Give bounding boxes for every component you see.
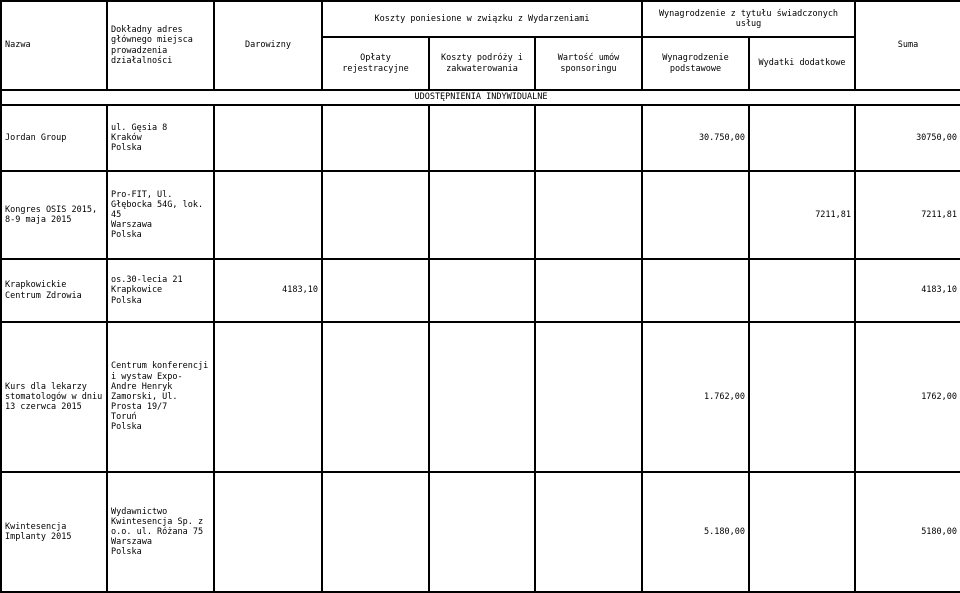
row-base-fee (642, 259, 749, 322)
row-base-fee (642, 171, 749, 259)
row-name: Krapkowickie Centrum Zdrowia (1, 259, 107, 322)
row-sponsorship (535, 322, 642, 472)
row-additional (749, 105, 855, 171)
row-total: 30750,00 (855, 105, 960, 171)
header-additional: Wydatki dodatkowe (749, 37, 855, 90)
row-address: os.30-lecia 21 Krapkowice Polska (111, 275, 183, 306)
row-sponsorship (535, 259, 642, 322)
row-travel (429, 171, 535, 259)
row-total: 5180,00 (855, 472, 960, 592)
row-donations (214, 105, 322, 171)
header-base-fee: Wynagrodzenie podstawowe (642, 37, 749, 90)
row-registration (322, 171, 429, 259)
row-total: 4183,10 (855, 259, 960, 322)
row-name: Kurs dla lekarzy stomatologów w dniu 13 czerwca 2015 (1, 322, 107, 472)
row-donations (214, 322, 322, 472)
header-total: Suma (855, 1, 960, 90)
header-name: Nazwa (1, 1, 107, 90)
row-additional (749, 472, 855, 592)
row-base-fee: 1.762,00 (642, 322, 749, 472)
table-row (1, 322, 960, 472)
row-name: Kongres OSIS 2015, 8-9 maja 2015 (1, 171, 107, 259)
header-address: Dokładny adres głównego miejsca prowadzenia działalności (107, 1, 214, 90)
row-additional (749, 322, 855, 472)
row-additional (749, 259, 855, 322)
header-service-fees: Wynagrodzenie z tytułu świadczonych usług (642, 1, 855, 37)
row-total: 7211,81 (855, 171, 960, 259)
header-donations: Darowizny (214, 1, 322, 90)
row-address: Wydawnictwo Kwintesencja Sp. z o.o. ul. Różana 75 Warszawa Polska (111, 506, 204, 558)
row-sponsorship (535, 105, 642, 171)
row-total: 1762,00 (855, 322, 960, 472)
row-travel (429, 259, 535, 322)
row-sponsorship (535, 472, 642, 592)
row-donations (214, 472, 322, 592)
table-row (1, 472, 960, 592)
table-row (1, 171, 960, 259)
section-title: UDOSTĘPNIENIA INDYWIDUALNE (1, 90, 960, 105)
header-registration: Opłaty rejestracyjne (322, 37, 429, 90)
row-address: Pro-FIT, Ul. Głębocka 54G, lok. 45 Warszawa Polska (111, 189, 204, 241)
row-travel (429, 322, 535, 472)
row-name: Jordan Group (1, 105, 107, 171)
header-event-costs: Koszty poniesione w związku z Wydarzeniami (322, 1, 642, 37)
header-sponsorship: Wartość umów sponsoringu (535, 37, 642, 90)
row-base-fee: 30.750,00 (642, 105, 749, 171)
header-travel: Koszty podróży i zakwaterowania (429, 37, 535, 90)
row-registration (322, 322, 429, 472)
row-donations: 4183,10 (214, 259, 322, 322)
row-sponsorship (535, 171, 642, 259)
row-base-fee: 5.180,00 (642, 472, 749, 592)
row-name: Kwintesencja Implanty 2015 (1, 472, 107, 592)
row-address: ul. Gęsia 8 Kraków Polska (111, 122, 168, 154)
row-registration (322, 472, 429, 592)
row-additional: 7211,81 (749, 171, 855, 259)
row-registration (322, 259, 429, 322)
row-donations (214, 171, 322, 259)
row-travel (429, 105, 535, 171)
row-travel (429, 472, 535, 592)
row-address: Centrum konferencji i wystaw Expo- Andre Henryk Zamorski, Ul. Prosta 19/7 Toruń Polska (111, 361, 209, 433)
table-row (1, 105, 960, 171)
row-registration (322, 105, 429, 171)
table-row (1, 259, 960, 322)
